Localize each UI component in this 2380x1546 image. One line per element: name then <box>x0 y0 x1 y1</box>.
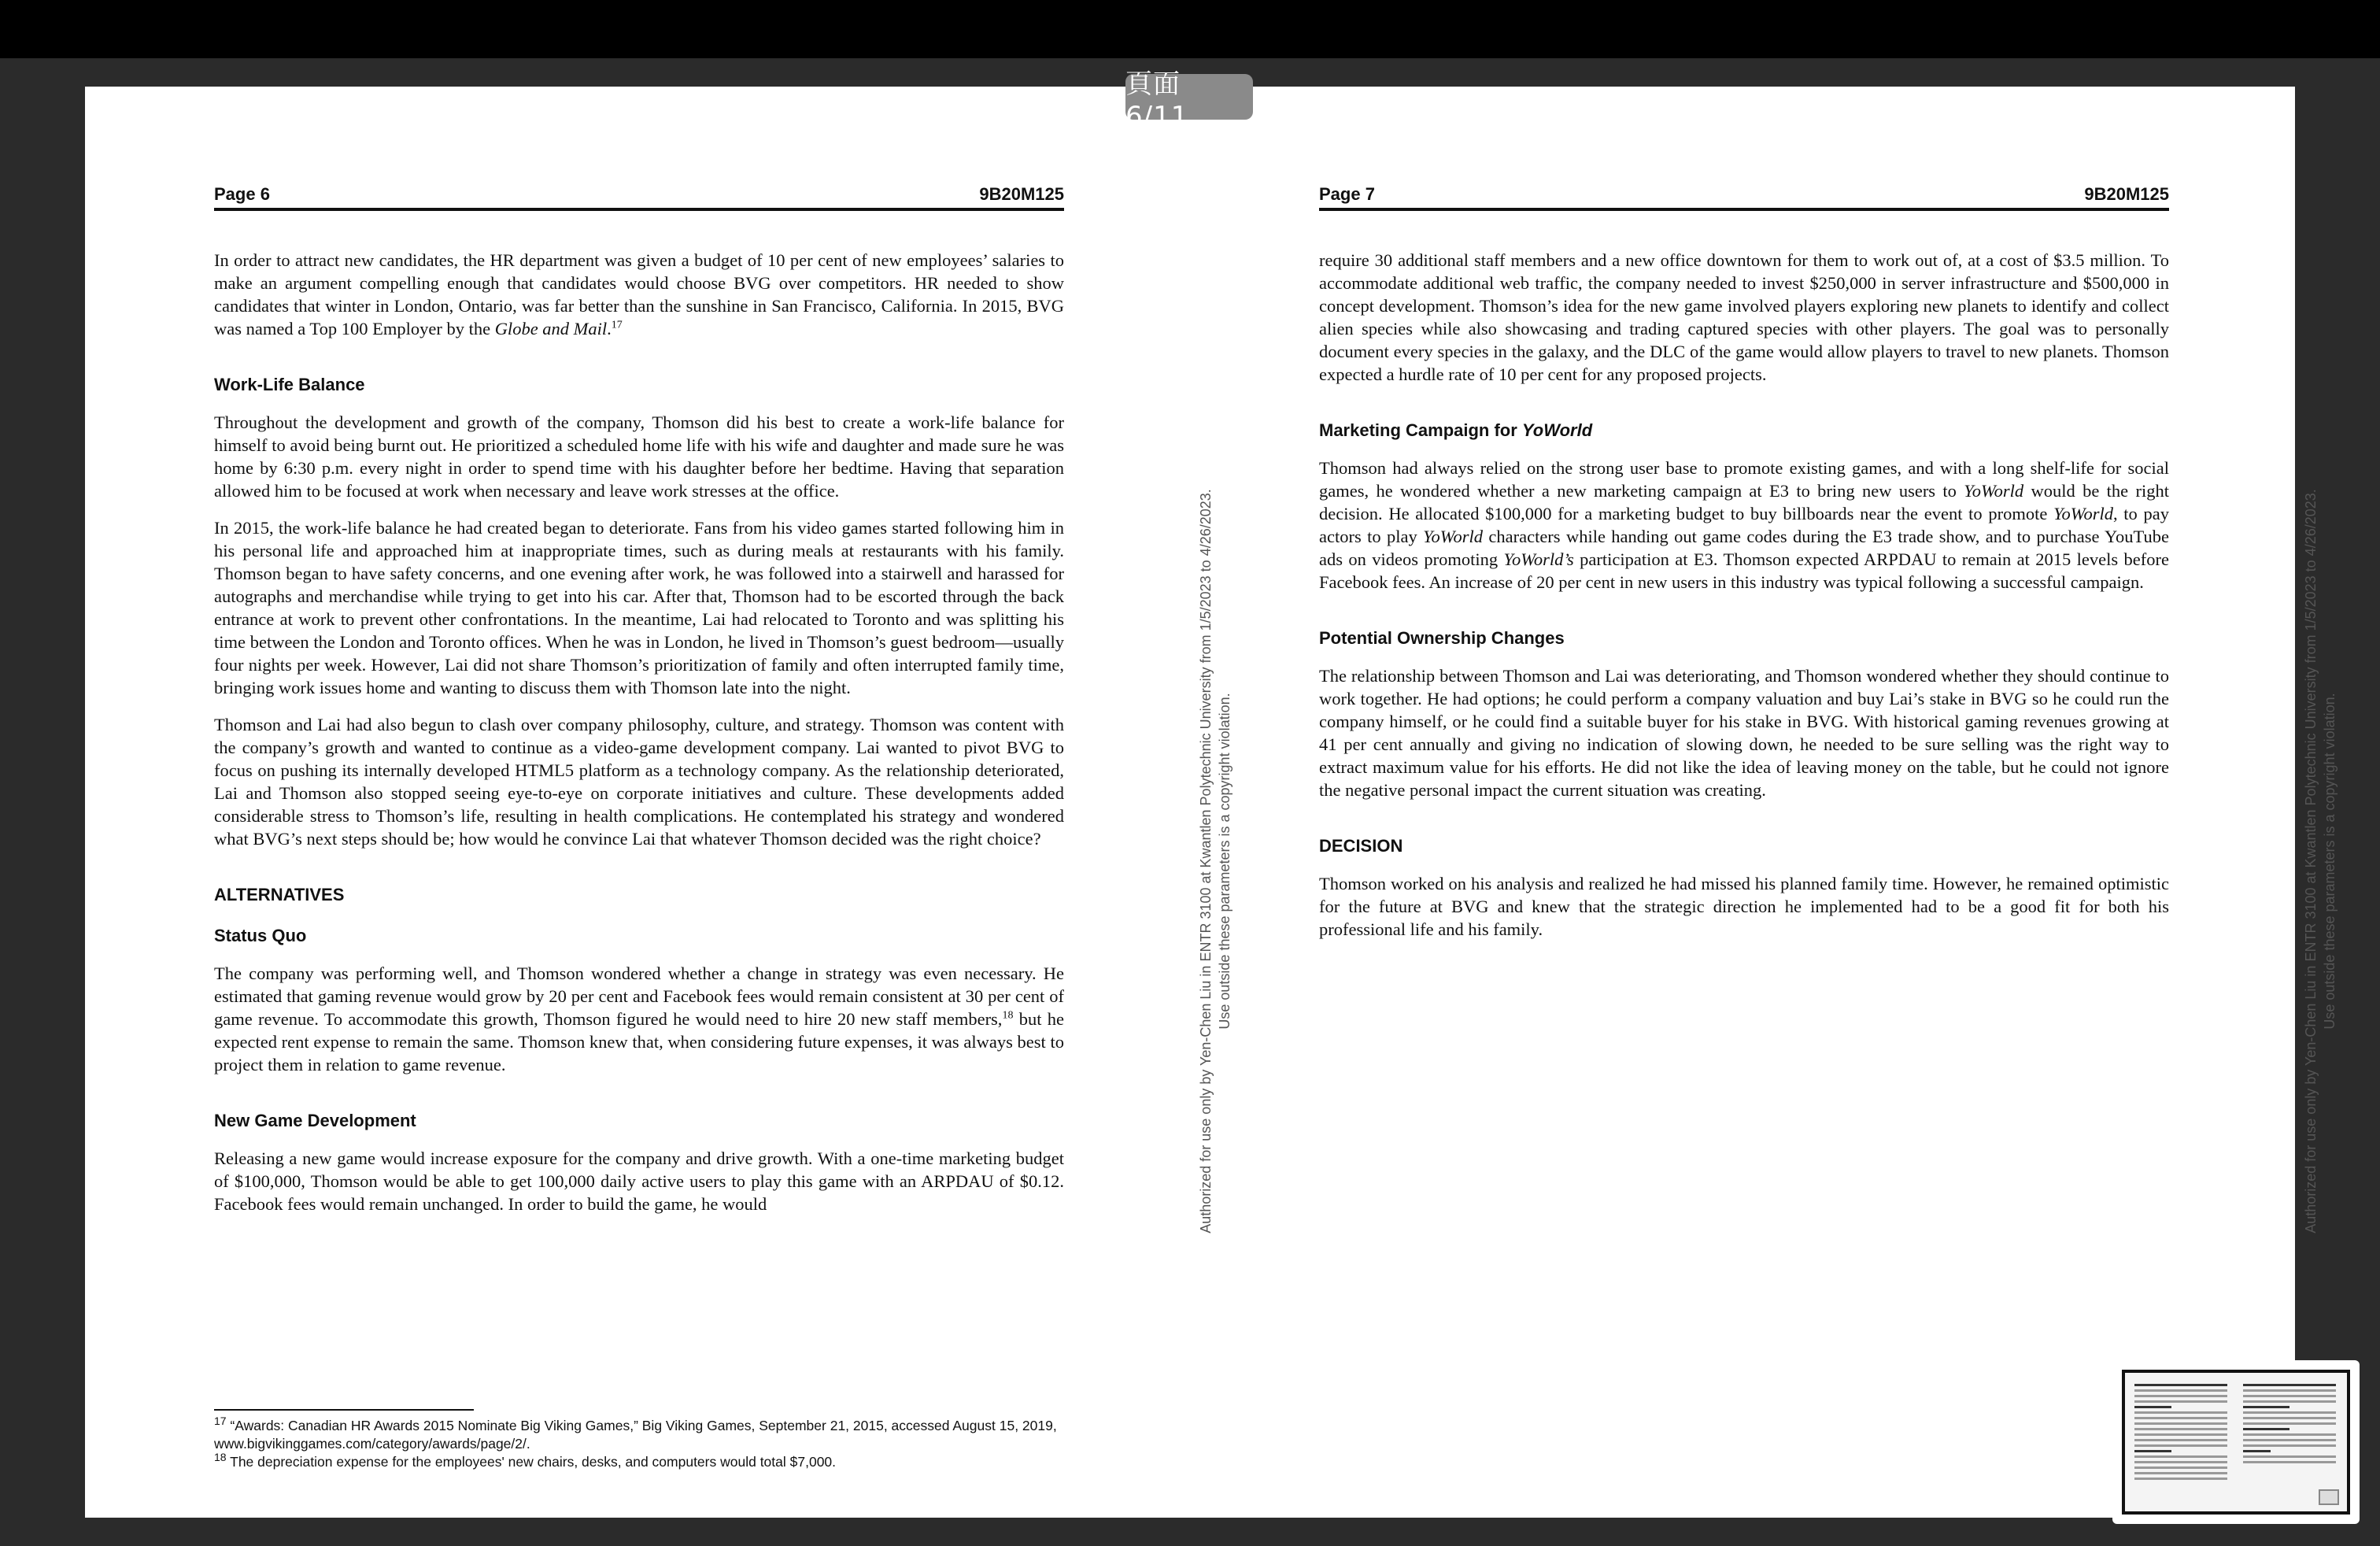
paragraph: Thomson worked on his analysis and realized he had missed his planned family time. However, he remained optimistic for the future at BVG and knew that the strategic direction he implemented had to be a good fit for both his professional life and his family. <box>1319 874 2169 939</box>
page-body <box>1319 249 2169 955</box>
paragraph: The relationship between Thomson and Lai was deteriorating, and Thomson wondered whether they should continue to work together. He had options; he could perform a company valuation and buy Lai’s stake in BVG so he could run the company himself, or he could find a suitable buyer for his stake in BVG. With historical gaming revenues growing at 41 per cent annually and giving no indication of slowing down, he needed to be sure selling was the right way to extract maximum value for his efforts. He did not like the idea of leaving money on the table, but he could not ignore the negative personal impact the current situation was creating. <box>1319 666 2169 800</box>
paragraph: Thomson had always relied on the strong user base to promote existing games, and with a long shelf-life for social games, he wondered whether a new marketing campaign at E3 to bring new users to YoWorld would be the right decision. He allocated $100,000 for a marketing budget to buy billboards near the event to promote YoWorld, to pay actors to play YoWorld characters while handing out game codes during the E3 trade show, and to purchase YouTube ads on videos promoting YoWorld’s participation at E3. Thomson expected ARPDAU to remain at 2015 levels before Facebook fees. An increase of 20 per cent in new users in this industry was typical following a successful campaign. <box>1319 458 2169 592</box>
page-7 <box>1319 87 2169 1518</box>
footnote-ref: 17 <box>611 319 623 331</box>
section-heading: ALTERNATIVES <box>214 885 345 904</box>
paragraph: Thomson and Lai had also begun to clash over company philosophy, culture, and strategy. Thomson was content with the company’s growth and wanted to continue as a video-game development company. Lai wanted to pivot BVG to focus on pushing its internally developed HTML5 platform as a technology company. As the relationship deteriorated, Lai and Thomson also stopped seeing eye-to-eye on corporate initiatives and culture. These developments added considerable stress to Thomson’s life, resulting in health complications. He contemplated his strategy and wondered what BVG’s next steps should be; how would he convince Lai that whatever Thomson decided was the right choice? <box>214 715 1064 849</box>
page-number: Page 6 <box>214 184 270 204</box>
paragraph: The company was performing well, and Thomson wondered whether a change in strategy was even necessary. He estimated that gaming revenue would grow by 20 per cent and Facebook fees would remain consistent at 30 per cent of game revenue. To accommodate this growth, Thomson figured he would need to hire 20 new staff members,$^{18}$ but he expected rent expense to remain the same. Thomson knew that, when considering future expenses, it was always best to project them in relation to game revenue. <box>214 963 1064 1074</box>
section-heading: Work-Life Balance <box>214 375 365 394</box>
subsection-heading: New Game Development <box>214 1111 416 1130</box>
page-header <box>214 184 1064 211</box>
paragraph: Throughout the development and growth of the company, Thomson did his best to create a work-life balance for himself to avoid being burnt out. He prioritized a scheduled home life with his wife and daughter and made sure he was home by 6:30 p.m. every night in order to spend time with his daughter before her bedtime. Having that separation allowed him to be focused at work when necessary and leave work stresses at the office. <box>214 412 1064 501</box>
thumbnail-toggle-icon[interactable] <box>2319 1489 2339 1505</box>
page-spread <box>85 87 2338 1518</box>
page-body <box>214 249 1064 1230</box>
page-header <box>1319 184 2169 211</box>
subsection-heading: Status Quo <box>214 926 307 945</box>
thumbnail-page <box>2134 1384 2227 1502</box>
section-heading: Marketing Campaign for YoWorld <box>1319 420 1593 440</box>
document-viewer[interactable] <box>0 58 2380 1546</box>
copyright-watermark: Authorized for use only by Yen-Chen Liu in ENTR 3100 at Kwantlen Polytechnic University from 1/5/2023 to 4/26/2023. Use outside these parameters is a copyright violation. <box>1198 489 1232 1233</box>
footnote: $^{18}$ The depreciation expense for the employees' new chairs, desks, and computers would total $7,000. <box>214 1451 837 1470</box>
paragraph: Releasing a new game would increase exposure for the company and drive growth. With a one-time marketing budget of $100,000, Thomson would be able to get 100,000 daily active users to play this game with an ARPDAU of $0.12. Facebook fees would remain unchanged. In order to build the game, he would <box>214 1148 1064 1214</box>
thumbnail-navigator[interactable] <box>2112 1360 2360 1524</box>
thumbnail-page <box>2243 1384 2336 1502</box>
thumbnail-preview[interactable] <box>2122 1370 2350 1515</box>
page-indicator: 頁面 6/11 <box>1125 74 1253 120</box>
footnotes <box>214 1409 1064 1471</box>
footnote-ref: 18 <box>1002 1009 1014 1022</box>
footnote-divider <box>214 1409 474 1411</box>
footnote: $^{17}$ “Awards: Canadian HR Awards 2015 Nominate Big Viking Games,” Big Viking Games, September 21, 2015, accessed August 15, 2019, www.bigvikinggames.com/category/awards/page/2/. <box>214 1415 1057 1452</box>
copyright-watermark: Authorized for use only by Yen-Chen Liu in ENTR 3100 at Kwantlen Polytechnic University from 1/5/2023 to 4/26/2023. Use outside these parameters is a copyright violation. <box>2303 489 2338 1233</box>
case-code: 9B20M125 <box>979 184 1064 204</box>
window-top-bar <box>0 0 2380 58</box>
paragraph: In 2015, the work-life balance he had created began to deteriorate. Fans from his video games started following him in his personal life and approached him at inappropriate times, such as during meals at restaurants with his family. Thomson began to have safety concerns, and one evening after work, he was followed into a stairwell and harassed for autographs and merchandise while trying to get into his car. After that, Thomson had to be escorted through the back entrance at work to prevent other confrontations. In the meantime, Lai had relocated to Toronto and was splitting his time between the London and Toronto offices. When he was in London, he lived in Thomson’s guest bedroom—usually four nights per week. However, Lai did not share Thomson’s prioritization of family and often interrupted family time, bringing work issues home and wanting to discuss them with Thomson late into the night. <box>214 518 1064 697</box>
paragraph: In order to attract new candidates, the HR department was given a budget of 10 per cent of new employees’ salaries to make an argument compelling enough that candidates would choose BVG over competitors. HR needed to show candidates that winter in London, Ontario, was far better than the sunshine in San Francisco, California. In 2015, BVG was named a Top 100 Employer by the Globe and Mail.$^{17}$ <box>214 250 1064 338</box>
section-heading: Potential Ownership Changes <box>1319 628 1565 648</box>
paragraph: require 30 additional staff members and a new office downtown for them to work out of, at a cost of $3.5 million. To accommodate additional web traffic, the company needed to invest $250,000 in server infrastructure and $500,000 in concept development. Thomson’s idea for the new game involved players exploring new planets to identify and collect alien species while also showcasing and trading captured species with other players. The goal was to personally document every species in the galaxy, and the DLC of the game would allow players to travel to new planets. Thomson expected a hurdle rate of 10 per cent for any proposed projects. <box>1319 250 2169 384</box>
case-code: 9B20M125 <box>2084 184 2169 204</box>
page-number: Page 7 <box>1319 184 1375 204</box>
section-heading: DECISION <box>1319 836 1403 856</box>
page-6 <box>214 87 1064 1518</box>
